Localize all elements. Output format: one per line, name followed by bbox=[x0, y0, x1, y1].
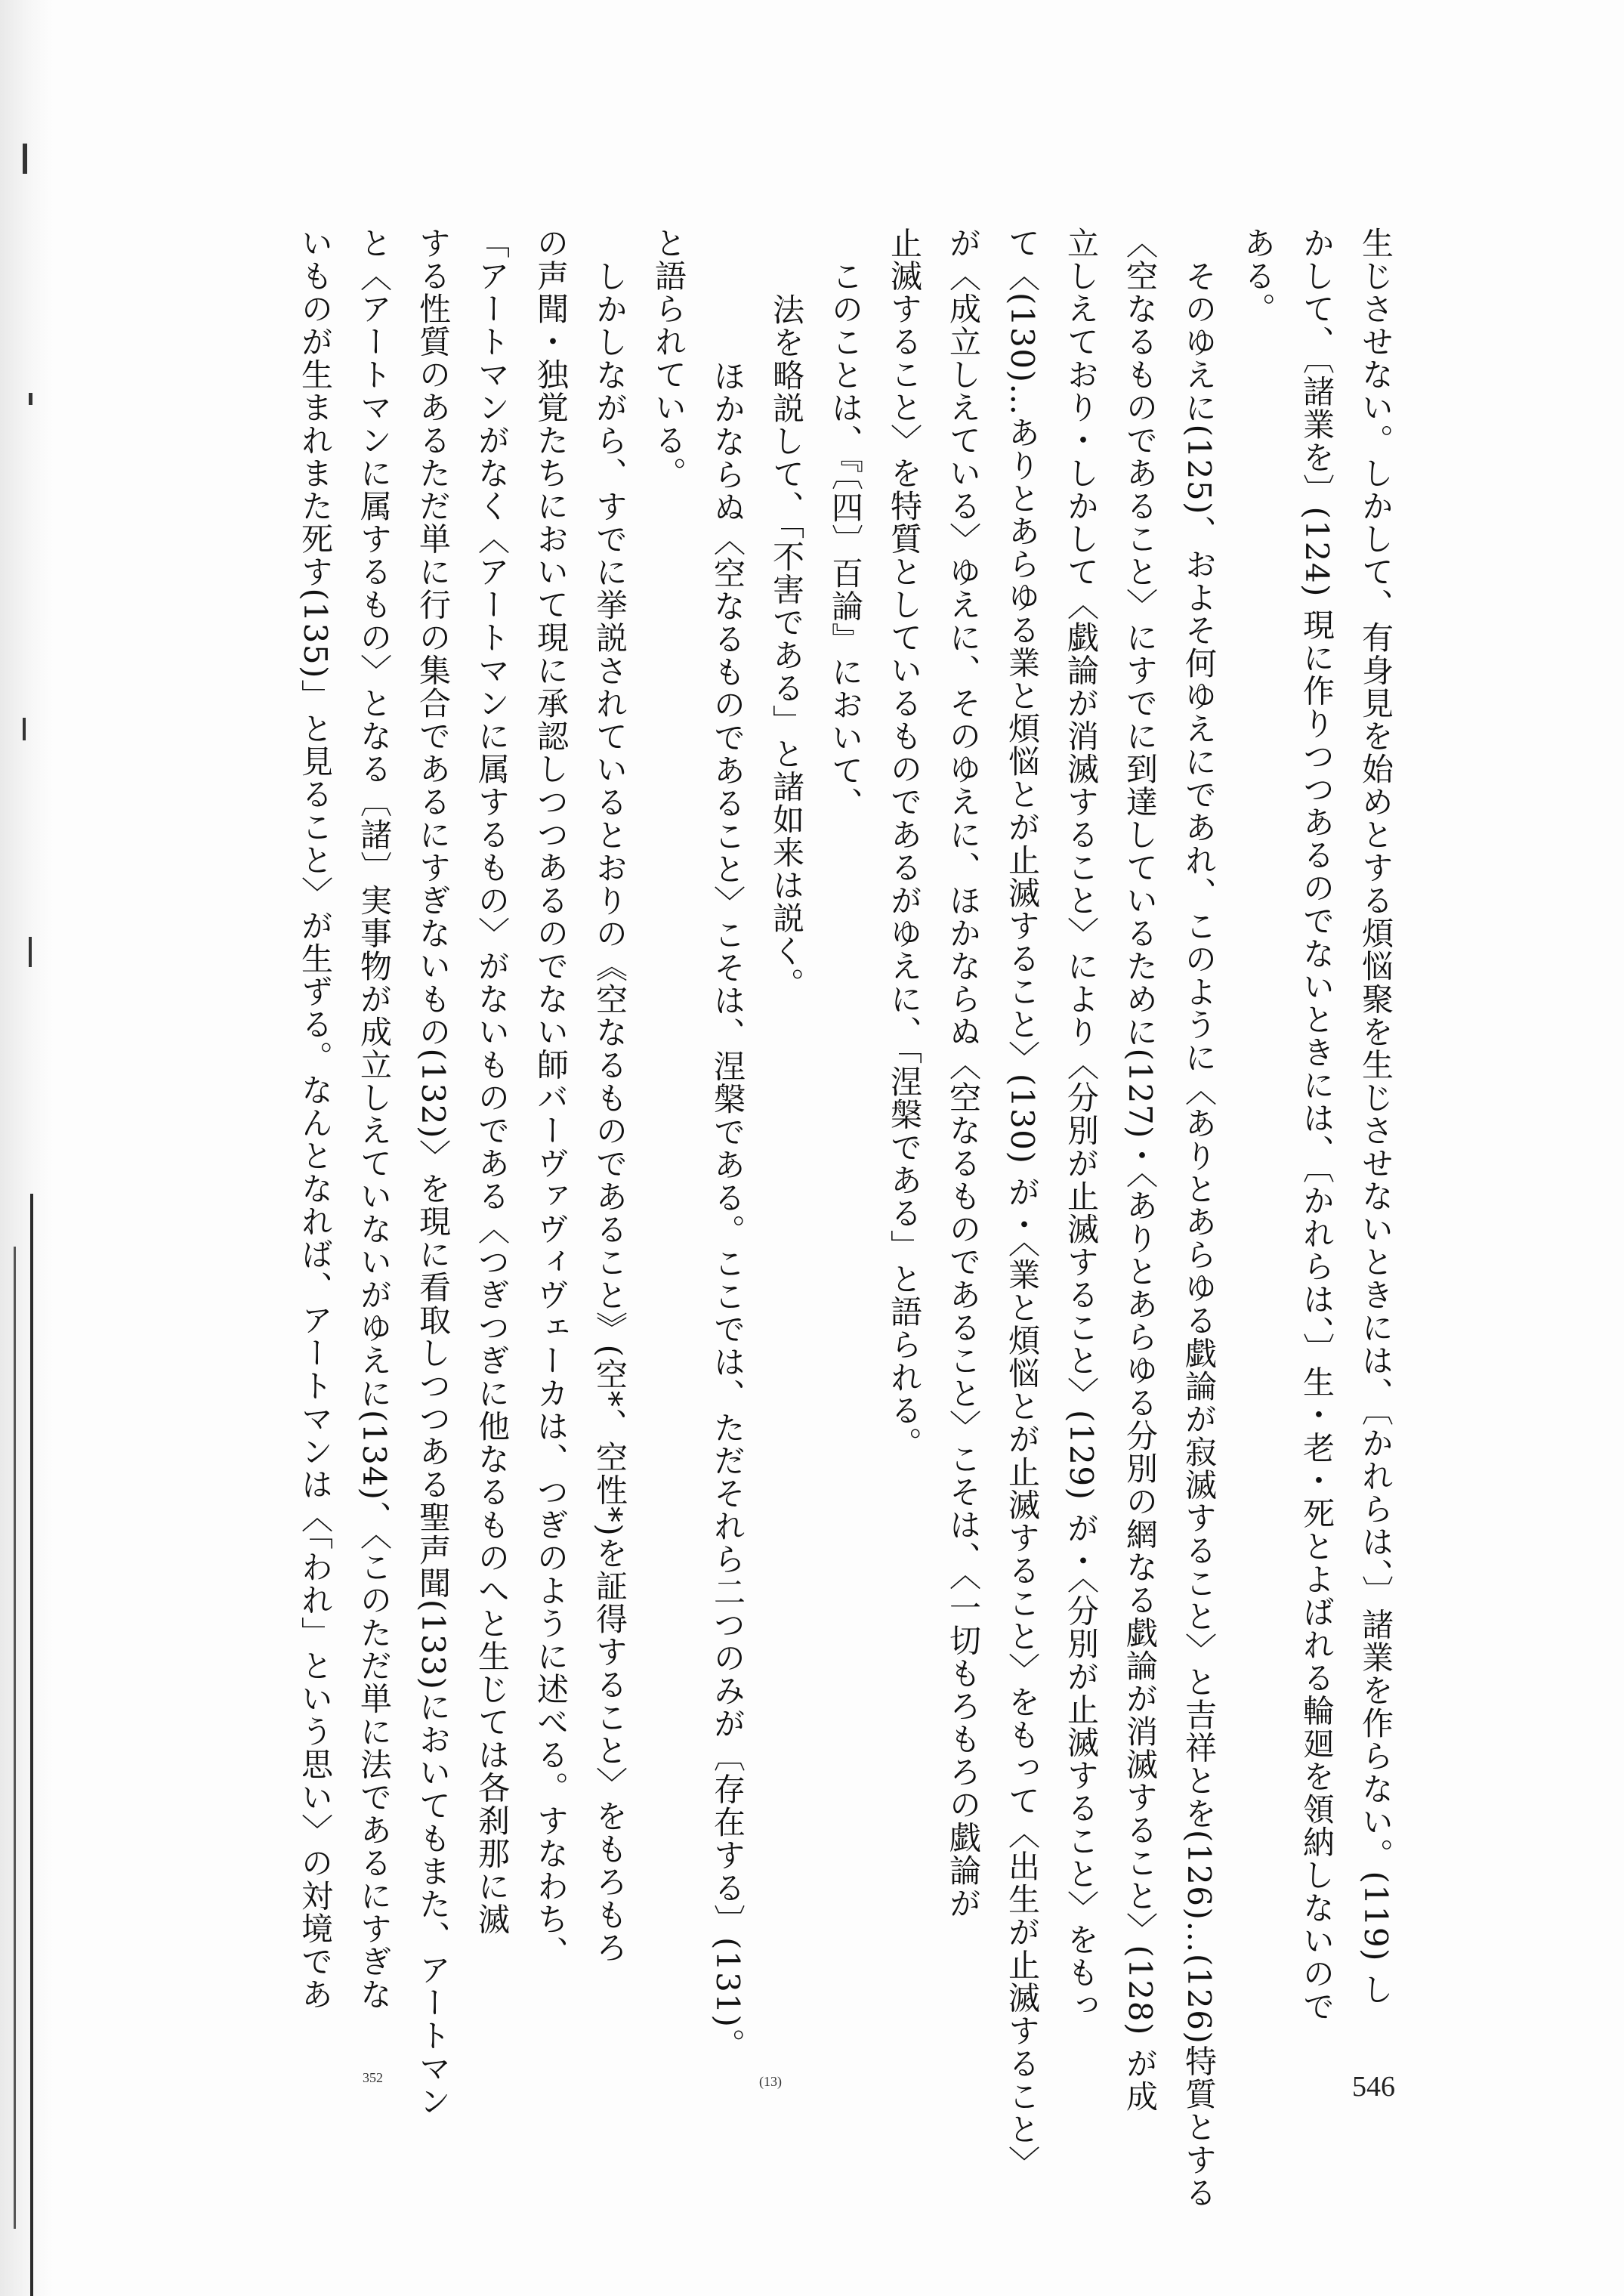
text-line: かして、〔諸業を〕(124) 現に作りつつあるのでないときには、〔かれらは、〕生・老・死とよばれる輪廻を領納しないので bbox=[1298, 227, 1335, 2023]
binding-edge bbox=[0, 0, 53, 2296]
text-line: と〈アートマンに属するもの〉となる〔諸〕実事物が成立しえていないがゆえに(134)、〈このただ単に法であるにすぎな bbox=[356, 227, 393, 2011]
binding-shadow-line-inner bbox=[14, 1247, 16, 2229]
inner-note-mark: (13) bbox=[759, 2074, 782, 2089]
text-line: する性質のあるただ単に行の集合であるにすぎないもの(132)〉を現に看取しつつある聖声聞(133)においてもまた、アートマン bbox=[415, 227, 452, 2118]
quoted-verse-line: ほかならぬ〈空なるものであること〉こそは、涅槃である。ここでは、ただそれら二つのみが〔存在する〕(131)。 bbox=[709, 360, 746, 2061]
inner-page-number: 352 bbox=[363, 2070, 383, 2085]
binding-shadow-line bbox=[30, 1194, 33, 2296]
text-line: の声聞・独覚たちにおいて現に承認しつつあるのでない師バーヴァヴィヴェーカは、つぎのように述べる。すなわち、 bbox=[533, 227, 570, 1969]
vertical-text-body bbox=[211, 227, 1405, 2209]
text-line: 止滅すること〉を特質としているものであるがゆえに、「涅槃である」と語られる。 bbox=[886, 227, 923, 1460]
scan-speck bbox=[29, 393, 32, 405]
page-number: 546 bbox=[1352, 2071, 1395, 2103]
text-line: しかしながら、すでに挙説されているとおりの《空なるものであること》(空*、空性*)を証得すること〉をもろもろ bbox=[591, 260, 628, 1964]
quoted-verse-line: 法を略説して、「不害である」と諸如来は説く。 bbox=[768, 293, 805, 1000]
text-line: このことは、『〔四〕百論』において、 bbox=[827, 260, 864, 820]
scan-speck bbox=[23, 144, 27, 174]
text-line: て〈(130)…ありとあらゆる業と煩悩とが止滅すること〉(130) が・〈業と煩悩とが止滅すること〉をもって〈出生が止滅すること〉 bbox=[1004, 227, 1041, 2179]
text-line: 「アートマンがなく〈アートマンに属するもの〉がないものである〈つぎつぎに他なるものへと生じては各刹那に滅 bbox=[474, 227, 511, 1936]
text-line: と語られている。 bbox=[650, 227, 687, 490]
scan-speck bbox=[29, 937, 32, 967]
text-line: ある。 bbox=[1240, 227, 1277, 326]
scan-speck bbox=[23, 718, 26, 740]
text-line: 生じさせない。しかして、有身見を始めとする煩悩聚を生じさせないときには、〔かれらは、〕諸業を作らない。(119) し bbox=[1357, 227, 1394, 2007]
text-line: そのゆえに(125)、およそ何ゆえにであれ、このように〈ありとあらゆる戯論が寂滅すること〉と吉祥とを(126)…(126)特質とする bbox=[1181, 260, 1218, 2209]
text-line: 立しえており・しかして〈戯論が消滅すること〉により〈分別が止滅すること〉(129) が・〈分別が止滅すること〉をもっ bbox=[1063, 227, 1100, 2023]
text-line: 〈空なるものであること〉にすでに到達しているために(127)・〈ありとあらゆる分別の網なる戯論が消滅すること〉(128) が成 bbox=[1122, 227, 1159, 2113]
text-line: いものが生まれまた死す(135)」と見ること〉が生ずる。なんとなれば、アートマンは〈「われ」という思い〉の対境であ bbox=[297, 227, 334, 2011]
text-line: が〈成立しえている〉ゆえに、そのゆえに、ほかならぬ〈空なるものであること〉こそは、〈一切もろもろの戯論が bbox=[945, 227, 982, 1920]
